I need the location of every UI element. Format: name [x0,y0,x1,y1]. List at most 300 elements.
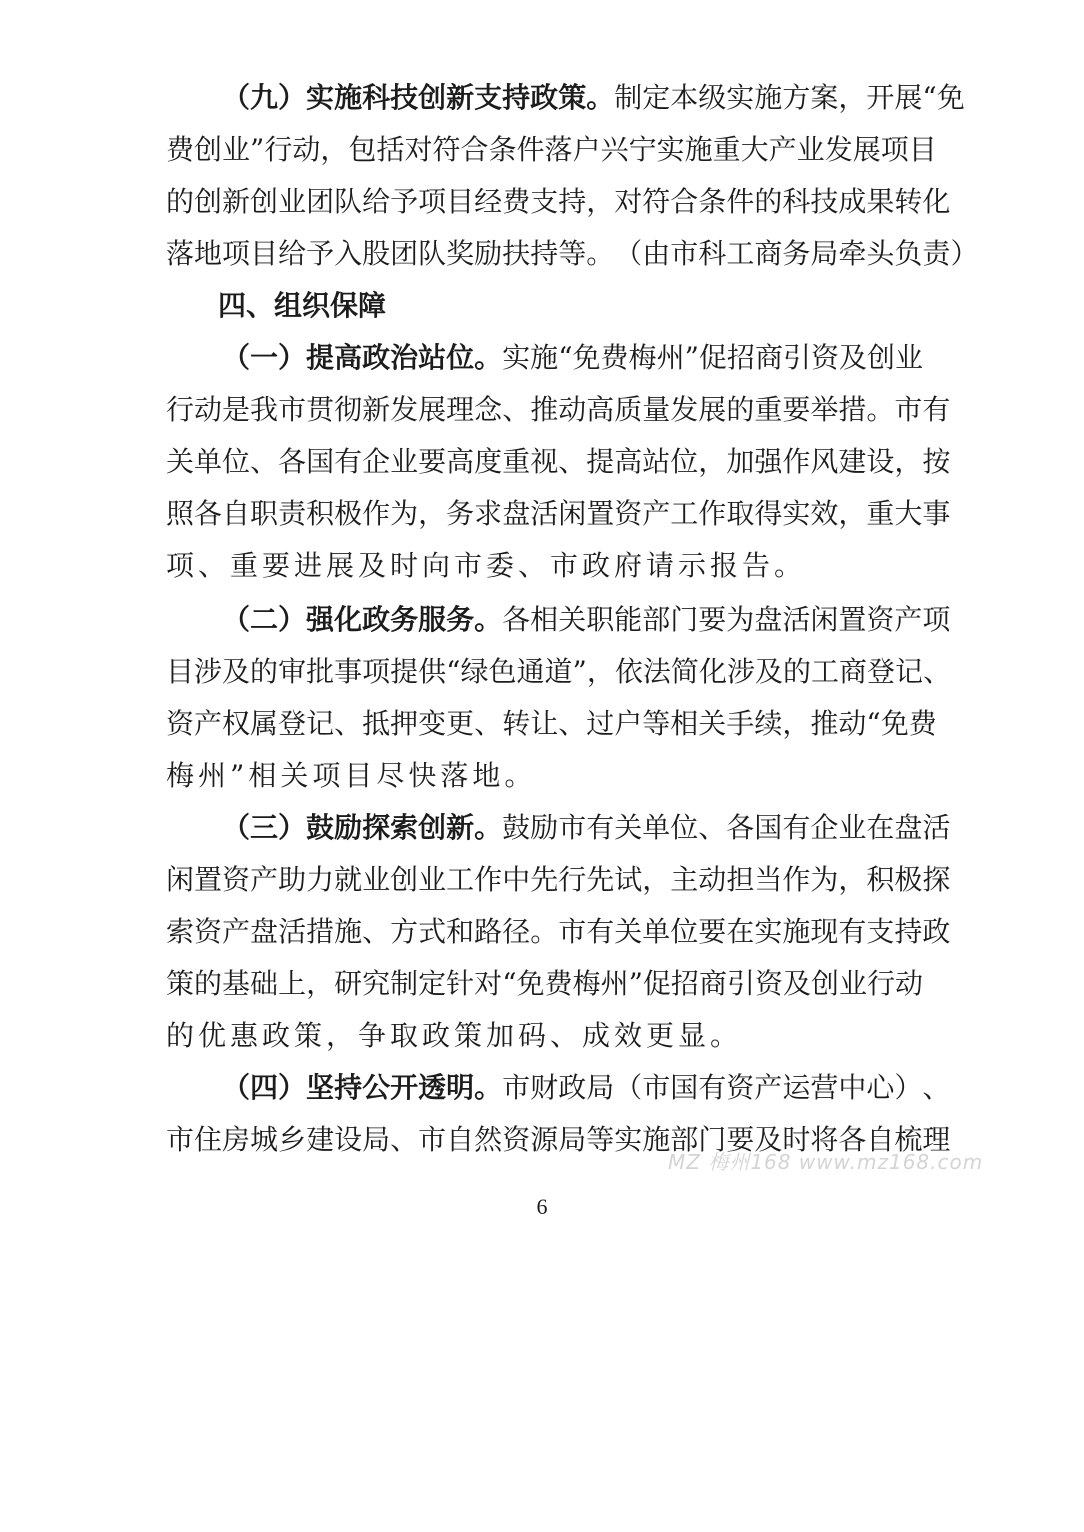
glyph: 级 [698,81,727,114]
glyph: ， [838,81,867,114]
glyph: 务 [446,497,475,530]
glyph: 科 [782,185,811,218]
glyph: 为 [726,603,755,636]
glyph: 制 [614,81,643,114]
para1-line [166,436,951,488]
glyph: 各 [194,497,223,530]
glyph: 实 [782,497,811,530]
glyph: 由 [642,237,671,270]
glyph: 明 [446,1071,475,1104]
glyph: 、 [698,811,727,844]
glyph: 重 [712,133,741,166]
glyph: 变 [418,707,447,740]
glyph: 给 [362,185,391,218]
glyph: 务 [446,603,475,636]
glyph: 实 [614,1123,643,1156]
glyph: 新 [362,393,391,426]
glyph: 运 [782,1071,811,1104]
glyph: 各 [502,603,531,636]
glyph: 依 [614,655,643,688]
glyph: ， [320,133,349,166]
glyph: 产 [642,497,671,530]
glyph: 宁 [628,133,657,166]
glyph: ） [894,1071,923,1104]
glyph: 持 [530,237,559,270]
glyph: 团 [306,185,335,218]
glyph: 国 [670,1071,699,1104]
glyph: 单 [642,811,671,844]
glyph: 服 [418,603,447,636]
glyph: 手 [726,707,755,740]
glyph: （ [222,81,251,114]
glyph: 商 [754,341,783,374]
glyph: 上 [278,967,307,1000]
glyph: “ [558,341,573,374]
glyph: 置 [194,863,223,896]
para3-line [166,958,924,1010]
glyph: 业 [390,445,419,478]
glyph: 的 [250,655,279,688]
glyph: 现 [810,915,839,948]
glyph: 盘 [502,497,531,530]
glyph: 记 [895,655,924,688]
glyph: 重 [866,497,895,530]
glyph: 涉 [194,655,223,688]
glyph: 质 [614,393,643,426]
glyph: 供 [418,655,447,688]
glyph: 市 [558,811,587,844]
glyph: 等 [558,237,587,270]
glyph: 式 [418,915,447,948]
glyph: 资 [726,1071,755,1104]
para9-line [166,228,979,280]
glyph: 业 [895,341,924,374]
glyph: 按 [922,445,951,478]
glyph: 的 [726,393,755,426]
glyph: 鼓 [306,811,335,844]
glyph: 。 [474,811,503,844]
glyph: 条 [698,185,727,218]
glyph: 在 [726,915,755,948]
glyph: 加 [726,445,755,478]
glyph: 量 [642,393,671,426]
glyph: 政 [558,1071,587,1104]
glyph: 盘 [250,915,279,948]
glyph: 门 [698,1123,727,1156]
glyph: 产 [754,1071,783,1104]
glyph: 支 [866,915,895,948]
glyph: 、 [390,1123,419,1156]
glyph: 我 [250,393,279,426]
para2-line [166,698,937,750]
glyph: （ [614,237,643,270]
glyph: 创 [390,863,419,896]
glyph: 业 [839,967,868,1000]
glyph: 资 [810,341,839,374]
glyph: （ [222,341,251,374]
glyph: 行 [867,967,896,1000]
glyph: 局 [558,1123,587,1156]
glyph: 关 [166,445,195,478]
glyph: 批 [306,655,335,688]
glyph: 制 [390,967,419,1000]
glyph: 探 [362,811,391,844]
glyph: 实 [754,915,783,948]
para3-line [166,854,951,906]
glyph: 户 [572,133,601,166]
para3-line [222,802,951,854]
glyph: 涉 [726,655,755,688]
glyph: 动 [698,863,727,896]
glyph: 方 [782,81,811,114]
glyph: 透 [418,1071,447,1104]
glyph: 作 [698,497,727,530]
glyph: 奖 [446,237,475,270]
glyph: 扶 [502,237,531,270]
glyph: 实 [502,341,531,374]
glyph: 事 [922,497,951,530]
glyph: 索 [390,811,419,844]
glyph: 企 [362,445,391,478]
glyph: 关 [614,811,643,844]
glyph: 及 [782,967,811,1000]
glyph: 实 [726,81,755,114]
glyph: 四 [250,1071,279,1104]
glyph: 担 [726,863,755,896]
glyph: 。 [586,237,615,270]
glyph: 施 [530,341,559,374]
glyph: 、 [334,707,363,740]
glyph: ） [278,1071,307,1104]
glyph: 然 [474,1123,503,1156]
glyph: 施 [754,81,783,114]
glyph: 动 [895,967,924,1000]
glyph: 合 [670,185,699,218]
glyph: 予 [306,237,335,270]
glyph: 提 [306,341,335,374]
glyph: 局 [362,1123,391,1156]
glyph: 极 [334,497,363,530]
glyph: 住 [194,1123,223,1156]
glyph: 要 [418,445,447,478]
glyph: 免 [936,81,965,114]
glyph: 职 [586,603,615,636]
glyph: 费 [166,133,195,166]
glyph: 法 [642,655,671,688]
glyph: 中 [502,863,531,896]
para1-line: 项、重要进展及时向市委、市政府请示报告。 [166,549,807,582]
glyph: 经 [474,185,503,218]
glyph: “ [502,967,517,1000]
glyph: 事 [334,655,363,688]
glyph: 施 [334,81,363,114]
glyph: 路 [474,915,503,948]
glyph: 置 [838,603,867,636]
glyph: 得 [754,497,783,530]
glyph: （ [222,603,251,636]
glyph: 工 [670,497,699,530]
para9-line [166,176,951,228]
glyph: ， [782,707,811,740]
glyph: 方 [390,915,419,948]
glyph: “ [866,707,881,740]
glyph: 局 [810,237,839,270]
glyph: ） [278,341,307,374]
glyph: 行 [264,133,293,166]
glyph: 高 [334,341,363,374]
glyph: 径 [502,915,531,948]
glyph: 施 [642,1123,671,1156]
glyph: ， [642,863,671,896]
glyph: 风 [810,445,839,478]
glyph: 的 [194,967,223,1000]
glyph: 政 [530,81,559,114]
glyph: 、 [922,1071,951,1104]
glyph: 单 [194,445,223,478]
glyph: 针 [446,967,475,1000]
glyph: 定 [642,81,671,114]
glyph: 转 [894,185,923,218]
glyph: 。 [866,393,895,426]
glyph: ） [278,603,307,636]
glyph: 大 [894,497,923,530]
glyph: 心 [866,1071,895,1104]
glyph: 、 [362,915,391,948]
glyph: 要 [698,603,727,636]
glyph: 要 [698,915,727,948]
glyph: 理 [922,1123,951,1156]
glyph: 照 [166,497,195,530]
glyph: 项 [222,237,251,270]
glyph: 市 [166,1123,195,1156]
glyph: 关 [698,707,727,740]
glyph: ， [838,863,867,896]
glyph: 业 [362,863,391,896]
glyph: 引 [782,341,811,374]
glyph: 自 [222,497,251,530]
glyph: 绿 [460,655,489,688]
glyph: ， [306,967,335,1000]
glyph: 动 [292,133,321,166]
glyph: 创 [418,811,447,844]
glyph: 建 [306,1123,335,1156]
glyph: 商 [698,967,727,1000]
glyph: 时 [782,1123,811,1156]
glyph: 位 [670,915,699,948]
glyph: ” [572,655,587,688]
glyph: 资 [866,603,895,636]
glyph: 有 [698,1071,727,1104]
glyph: 、 [502,393,531,426]
glyph: 主 [670,863,699,896]
glyph: 础 [250,967,279,1000]
para4-line [222,1062,951,1114]
glyph: 助 [278,863,307,896]
glyph: 展 [852,133,881,166]
glyph: 闲 [558,497,587,530]
glyph: 各 [278,445,307,478]
glyph: 政 [362,603,391,636]
glyph: 励 [474,237,503,270]
glyph: 活 [278,915,307,948]
glyph: 动 [558,393,587,426]
glyph: 产 [222,915,251,948]
glyph: 工 [726,237,755,270]
glyph: 团 [390,237,419,270]
glyph: 招 [726,341,755,374]
glyph: 局 [586,1071,615,1104]
glyph: 新 [222,185,251,218]
glyph: 梅 [572,967,601,1000]
glyph: 免 [516,967,545,1000]
glyph: 策 [166,967,195,1000]
glyph: 索 [166,915,195,948]
glyph: 设 [334,1123,363,1156]
glyph: 励 [530,811,559,844]
glyph: 州 [656,341,685,374]
glyph: 探 [922,863,951,896]
glyph: 推 [530,393,559,426]
glyph: 资 [222,863,251,896]
glyph: 开 [866,81,895,114]
para1-line [166,384,951,436]
glyph: 资 [754,967,783,1000]
glyph: 研 [334,967,363,1000]
glyph: 产 [250,863,279,896]
glyph: 大 [740,133,769,166]
glyph: 项 [418,185,447,218]
glyph: 费 [502,185,531,218]
glyph: 有 [334,445,363,478]
glyph: 地 [194,237,223,270]
glyph: 梅 [628,341,657,374]
glyph: 能 [614,603,643,636]
glyph: 户 [614,707,643,740]
glyph: 位 [446,341,475,374]
glyph: 包 [348,133,377,166]
glyph: 业 [838,811,867,844]
glyph: 技 [390,81,419,114]
glyph: 要 [726,1123,755,1156]
glyph: 、 [474,707,503,740]
glyph: 高 [586,393,615,426]
glyph: 财 [530,1071,559,1104]
glyph: 位 [222,445,251,478]
glyph: 提 [586,445,615,478]
glyph: 促 [698,341,727,374]
glyph: 展 [698,393,727,426]
glyph: 科 [362,81,391,114]
glyph: 产 [768,133,797,166]
glyph: 为 [810,863,839,896]
glyph: 续 [754,707,783,740]
glyph: 作 [782,863,811,896]
section-heading: 四、组织保障 [218,289,387,322]
glyph: 积 [306,497,335,530]
glyph: 免 [880,707,909,740]
glyph: 创 [194,185,223,218]
glyph: 励 [334,811,363,844]
glyph: 权 [222,707,251,740]
glyph: 有 [838,915,867,948]
glyph: 有 [782,811,811,844]
glyph: 门 [670,603,699,636]
glyph: 在 [866,811,895,844]
glyph: ， [586,185,615,218]
glyph: 鼓 [502,811,531,844]
glyph: 是 [222,393,251,426]
glyph: ” [628,967,643,1000]
glyph: 盘 [754,603,783,636]
glyph: 科 [698,237,727,270]
glyph: ， [698,445,727,478]
glyph: 究 [362,967,391,1000]
glyph: 符 [642,185,671,218]
glyph: 资 [194,915,223,948]
glyph: 给 [278,237,307,270]
glyph: 商 [754,237,783,270]
glyph: 中 [838,1071,867,1104]
glyph: ） [278,81,307,114]
para1-line [222,332,924,384]
glyph: 创 [811,967,840,1000]
glyph: 审 [278,655,307,688]
para2-line [166,646,952,698]
glyph: 属 [250,707,279,740]
glyph: 色 [488,655,517,688]
glyph: 效 [810,497,839,530]
glyph: 产 [894,603,923,636]
glyph: 部 [642,603,671,636]
glyph: 活 [782,603,811,636]
glyph: 。 [474,603,503,636]
glyph: 施 [684,133,713,166]
glyph: 及 [838,341,867,374]
glyph: 。 [586,81,615,114]
glyph: 持 [334,1071,363,1104]
glyph: 三 [250,811,279,844]
glyph: 市 [418,1123,447,1156]
glyph: 治 [390,341,419,374]
glyph: 产 [194,707,223,740]
glyph: 州 [600,967,629,1000]
glyph: 闲 [166,863,195,896]
glyph: 各 [838,1123,867,1156]
glyph: “ [446,655,461,688]
glyph: 本 [670,81,699,114]
glyph: 记 [306,707,335,740]
para3-line: 的优惠政策，争取政策加码、成效更显。 [166,1019,743,1052]
glyph: 项 [880,133,909,166]
glyph: 关 [558,603,587,636]
glyph: 行 [558,863,587,896]
glyph: 强 [306,603,335,636]
glyph: 资 [502,1123,531,1156]
glyph: 政 [922,915,951,948]
glyph: 括 [376,133,405,166]
glyph: 。 [474,341,503,374]
glyph: ” [684,341,699,374]
glyph: 视 [530,445,559,478]
glyph: 有 [922,393,951,426]
glyph: 实 [656,133,685,166]
glyph: 转 [502,707,531,740]
glyph: 费 [544,967,573,1000]
glyph: 业 [418,863,447,896]
glyph: 职 [250,497,279,530]
glyph: 推 [810,707,839,740]
glyph: 兴 [600,133,629,166]
